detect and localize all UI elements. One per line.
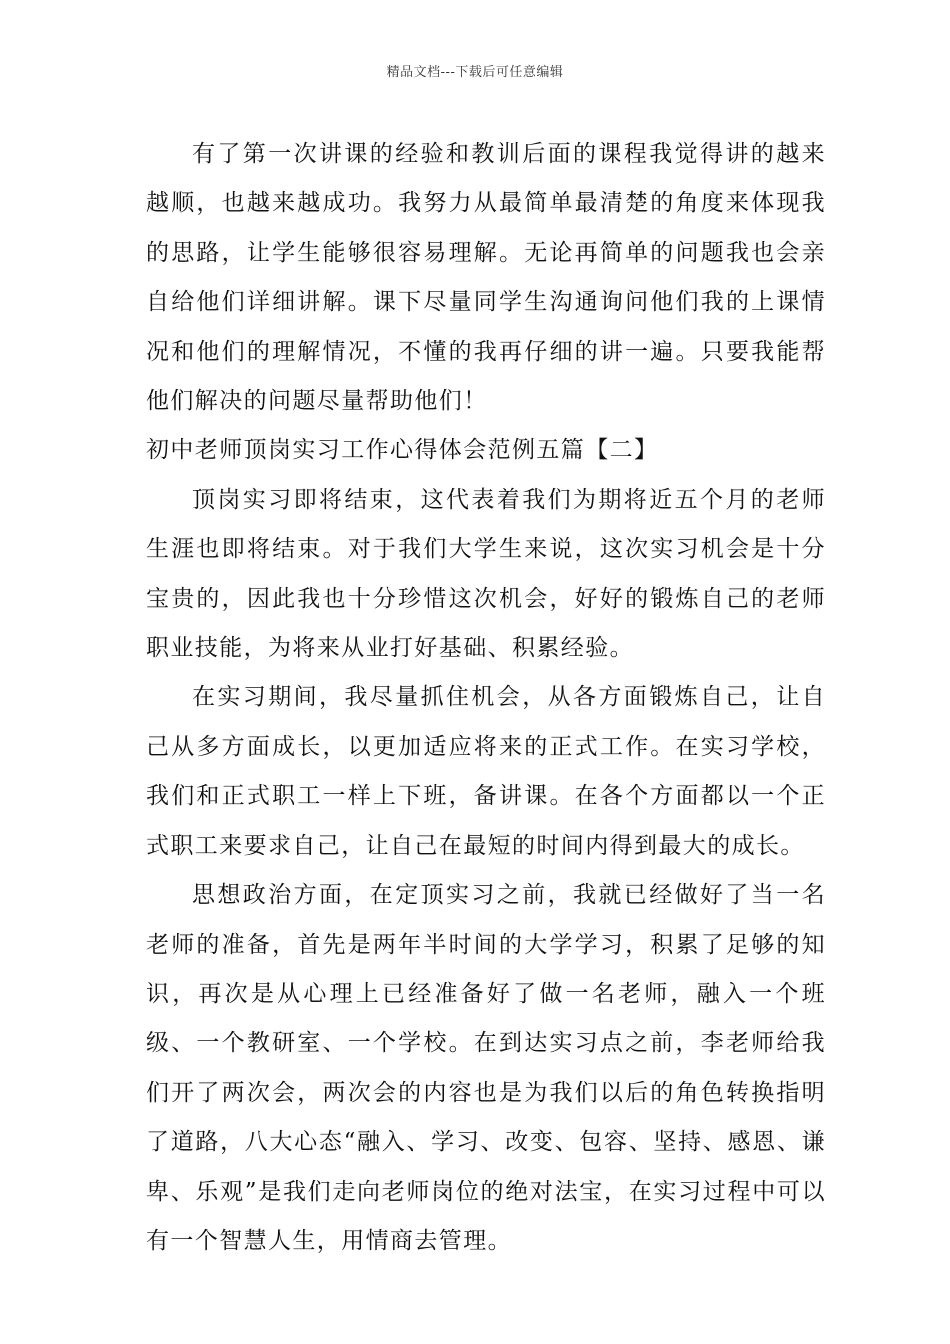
- document-body: [146, 130, 826, 1266]
- paragraph: 有了第一次讲课的经验和教训后面的课程我觉得讲的越来越顺，也越来越成功。我努力从最简单最清楚的角度来体现我的思路，让学生能够很容易理解。无论再简单的问题我也会亲自给他们详细讲解。课下尽量同学生沟通询问他们我的上课情况和他们的理解情况，不懂的我再仔细的讲一遍。只要我能帮他们解决的问题尽量帮助他们！: [146, 141, 826, 415]
- paragraph: 在实习期间，我尽量抓住机会，从各方面锻炼自己，让自己从多方面成长，以更加适应将来的正式工作。在实习学校，我们和正式职工一样上下班，备讲课。在各个方面都以一个正式职工来要求自己，让自己在最短的时间内得到最大的成长。: [146, 684, 826, 859]
- section-title: 初中老师顶岗实习工作心得体会范例五篇【二】: [146, 437, 659, 464]
- paragraph: 思想政治方面，在定顶实习之前，我就已经做好了当一名老师的准备，首先是两年半时间的大学学习，积累了足够的知识，再次是从心理上已经准备好了做一名老师，融入一个班级、一个教研室、一个学校。在到达实习点之前，李老师给我们开了两次会，两次会的内容也是为我们以后的角色转换指明了道路，八大心态“融入、学习、改变、包容、坚持、感恩、谦卑、乐观”是我们走向老师岗位的绝对法宝，在实习过程中可以有一个智慧人生，用情商去管理。: [146, 882, 826, 1254]
- paragraph: 顶岗实习即将结束，这代表着我们为期将近五个月的老师生涯也即将结束。对于我们大学生来说，这次实习机会是十分宝贵的，因此我也十分珍惜这次机会，好好的锻炼自己的老师职业技能，为将来从业打好基础、积累经验。: [146, 486, 826, 662]
- page-header: 精品文档---下载后可任意编辑: [386, 65, 564, 80]
